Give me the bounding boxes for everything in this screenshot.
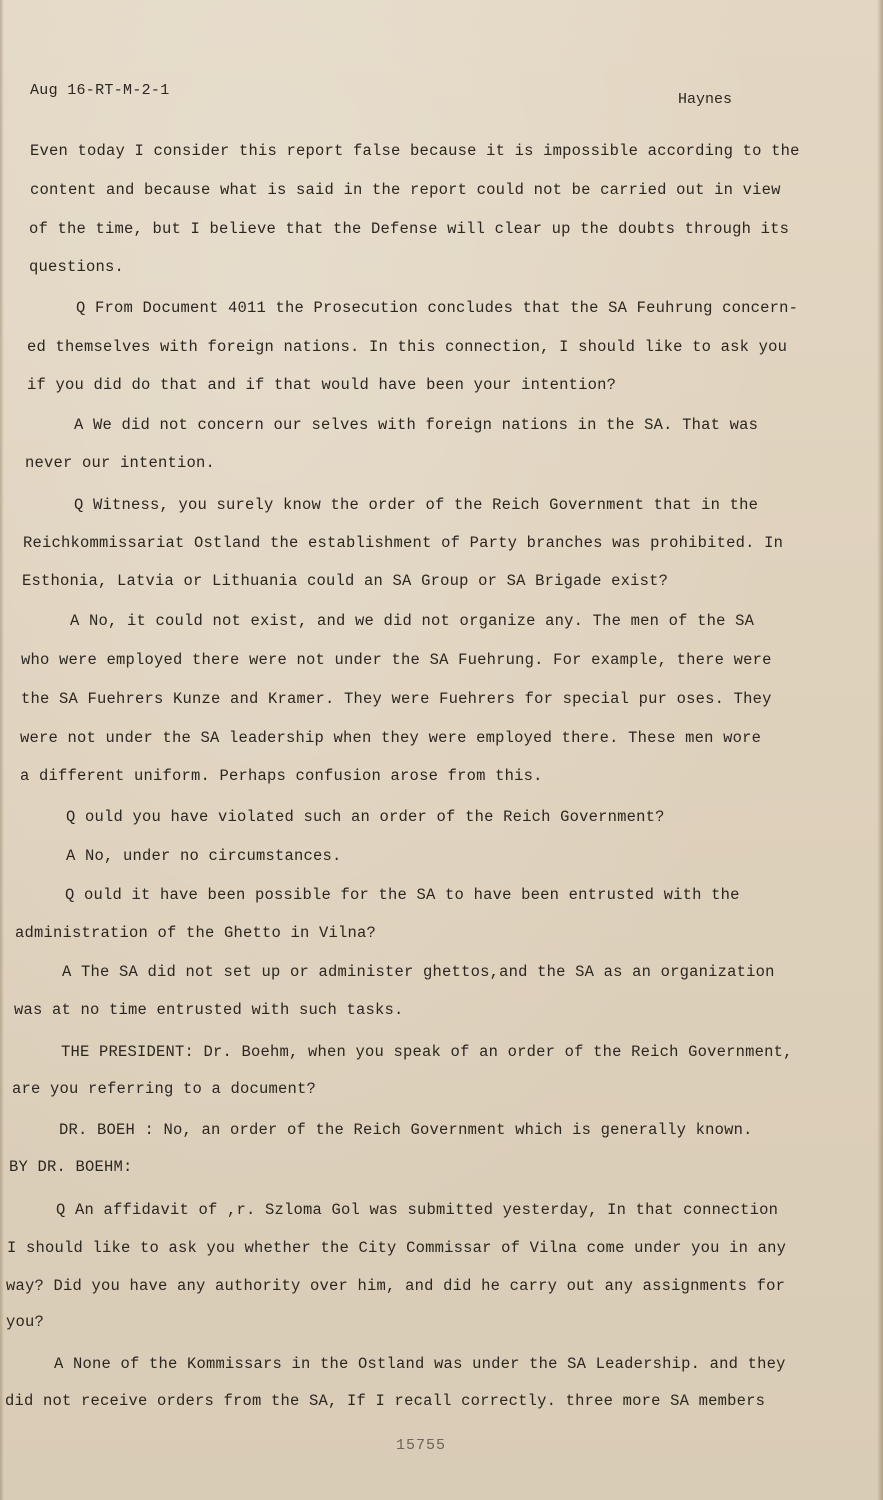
text-line: are you referring to a document? xyxy=(12,1080,317,1098)
page-edge-right xyxy=(877,0,883,1500)
text-line: ed themselves with foreign nations. In this connection, I should like to ask you xyxy=(27,338,788,356)
text-line: Q Witness, you surely know the order of the Reich Government that in the xyxy=(74,496,759,514)
page-header-name: Haynes xyxy=(678,91,733,108)
text-line: Reichkommissariat Ostland the establishment of Party branches was prohibited. In xyxy=(23,534,784,552)
text-line: I should like to ask you whether the City Commissar of Vilna come under you in any xyxy=(7,1239,787,1257)
text-line: Q An affidavit of ,r. Szloma Gol was submitted yesterday, In that connection xyxy=(56,1201,779,1219)
text-line: you? xyxy=(6,1313,45,1331)
text-line: content and because what is said in the report could not be carried out in view xyxy=(30,181,781,199)
text-line: was at no time entrusted with such tasks. xyxy=(14,1001,404,1019)
text-line: who were employed there were not under the SA Fuehrung. For example, there were xyxy=(21,651,772,669)
text-line: Q From Document 4011 the Prosecution concludes that the SA Feuhrung concern- xyxy=(76,299,799,317)
text-line: way? Did you have any authority over him, and did he carry out any assignments for xyxy=(6,1277,786,1295)
text-line: a different uniform. Perhaps confusion arose from this. xyxy=(20,767,543,785)
text-line: A No, under no circumstances. xyxy=(66,847,342,865)
text-line: BY DR. BOEHM: xyxy=(9,1158,133,1176)
text-line: of the time, but I believe that the Defense will clear up the doubts through its xyxy=(29,220,790,238)
text-line: administration of the Ghetto in Vilna? xyxy=(15,924,377,942)
text-line: DR. BOEH : No, an order of the Reich Government which is generally known. xyxy=(59,1121,753,1139)
text-line: if you did do that and if that would have been your intention? xyxy=(27,376,617,394)
text-line: questions. xyxy=(29,258,125,276)
text-line: A The SA did not set up or administer ghettos,and the SA as an organization xyxy=(62,963,775,981)
text-line: A No, it could not exist, and we did not organize any. The men of the SA xyxy=(70,612,755,630)
text-line: A We did not concern our selves with foreign nations in the SA. That was xyxy=(74,416,759,434)
text-line: never our intention. xyxy=(25,454,216,472)
text-line: were not under the SA leadership when they were employed there. These men wore xyxy=(20,729,762,747)
page-header-code: Aug 16-RT-M-2-1 xyxy=(30,82,170,99)
text-line: Q ould you have violated such an order of the Reich Government? xyxy=(66,808,665,826)
text-line: Even today I consider this report false because it is impossible according to the xyxy=(30,142,800,160)
text-line: THE PRESIDENT: Dr. Boehm, when you speak of an order of the Reich Government, xyxy=(61,1043,793,1061)
text-line: the SA Fuehrers Kunze and Kramer. They were Fuehrers for special pur oses. They xyxy=(21,690,772,708)
text-line: Esthonia, Latvia or Lithuania could an SA Group or SA Brigade exist? xyxy=(22,572,669,590)
text-line: Q ould it have been possible for the SA to have been entrusted with the xyxy=(65,886,740,904)
page-number: 15755 xyxy=(396,1437,447,1454)
text-line: did not receive orders from the SA, If I recall correctly. three more SA members xyxy=(5,1392,766,1410)
text-line: A None of the Kommissars in the Ostland was under the SA Leadership. and they xyxy=(54,1355,786,1373)
page-edge-left xyxy=(0,0,4,1500)
